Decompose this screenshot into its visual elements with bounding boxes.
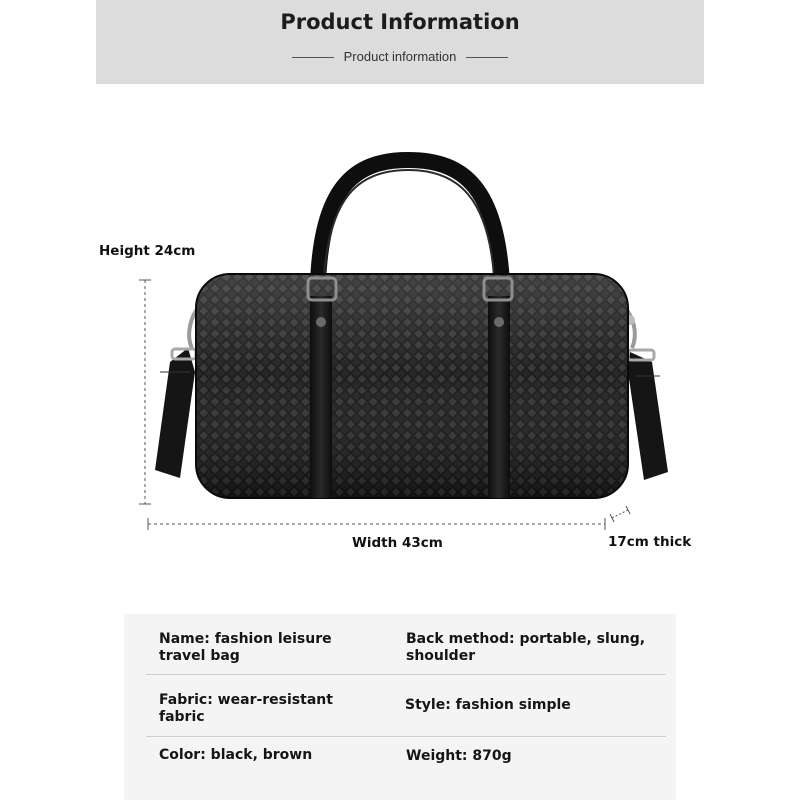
page-subtitle: Product information [343,49,457,64]
bag-body [196,274,628,498]
spec-back-method: Back method: portable, slung, shoulder [406,631,646,664]
height-dimension-line [139,280,151,504]
product-figure [0,84,800,604]
spec-divider [146,736,666,737]
header-banner [96,0,704,84]
spec-color: Color: black, brown [159,747,313,763]
subtitle-divider-right [466,57,508,58]
spec-fabric: Fabric: wear-resistant fabric [159,692,333,725]
spec-divider [146,674,666,675]
spec-name: Name: fashion leisure travel bag [159,631,332,664]
spec-table [124,614,676,800]
page-title: Product Information [280,10,520,34]
height-label: Height 24cm [99,243,196,259]
spec-weight: Weight: 870g [406,748,512,764]
spec-style: Style: fashion simple [405,697,571,713]
width-dimension-line [148,518,605,530]
thickness-dimension-line [610,506,630,522]
bag-handle [318,160,502,282]
thickness-label: 17cm thick [608,534,692,550]
width-label: Width 43cm [352,535,443,551]
